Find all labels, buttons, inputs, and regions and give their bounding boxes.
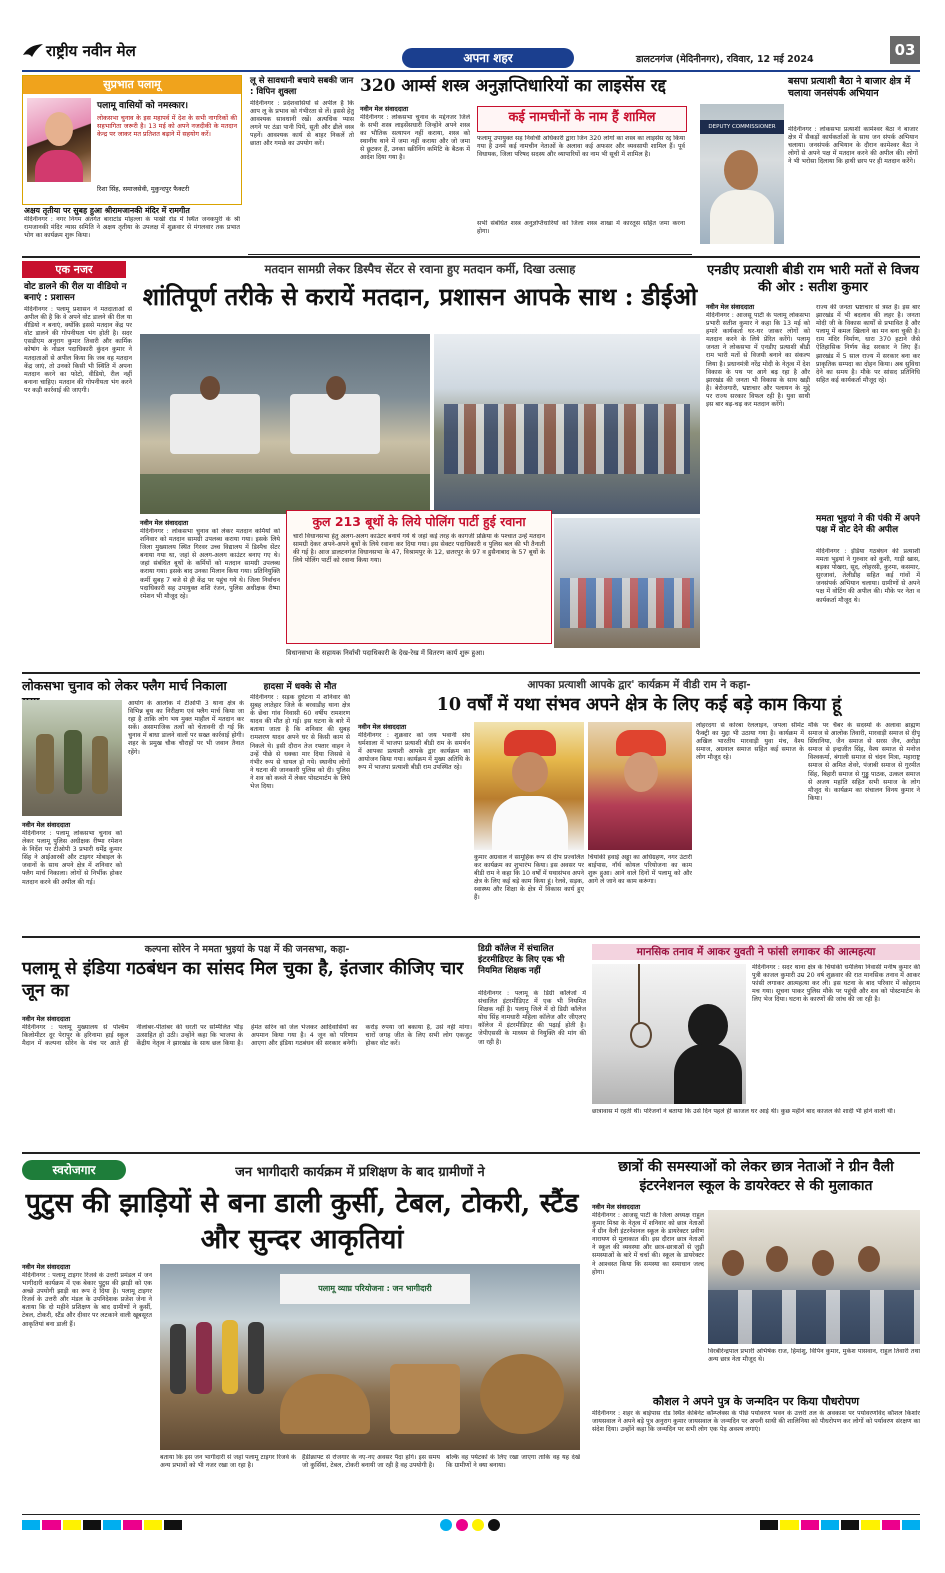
ek-najar-headline: वोट डालने की रील या वीडियो न बनाएं : प्रशासन [24, 282, 127, 303]
dispatch-subhead: कुल 213 बूथों के लिये पोलिंग पार्टी हुई रवाना [312, 514, 526, 529]
degree-body: मेदिनीनगर : पलामू के डिग्री कॉलेजों में संचालित इंटरमीडिएट में एक भी नियमित शिक्षक नहीं है। पलामू जिले में दो डिग्री कॉलेज योध सिंह नामधारी महिला कॉलेज और जीएलए कॉलेज में इंटरमीडिएट की पढ़ाई होती है। जेपीएससी के माध्यम से नियुक्ति की मांग की जा रही है। [478, 990, 586, 1046]
suprabhat-body: लोकसभा चुनाव के इस महापर्व में देश के सभी नागरिकों की सहभागिता जरूरी है। 13 मई को अपने नजदीकी के मतदान केन्द्र पर जाकर मत प्रतिशत बढ़ाने में सहयोग करें। [97, 114, 237, 139]
tension-body: मेदिनीनगर : सदर थाना क्षेत्र के चियांकी धर्मलिया निवासी मनीष कुमार की पुत्री काजल कुमारी उम्र 20 वर्ष शुक्रवार की रात मानसिक तनाव में आकर फांसी लगाकर आत्महत्या कर ली। इस घटना के बाद परिवार में कोहराम मच गया। सूचना पाकर पुलिस मौके पर पहुंची और शव को पोस्टमार्टम के लिए भेज दिया। घटना के कारणों की जांच की जा रही है। [752, 964, 920, 1004]
bdram-body-5: मौके पर चैंबर के सदस्यों के अलावा ब्राह्मण समाज से आलोक तिवारी, मारवाड़ी समाज से दीपू सिंघानिया, जैन समाज से सरस जैन, अरोड़ा समाज से इन्द्रजीत सिंह, वैश्य समाज से मनोज विश्वकर्मा, बंगाली समाज से चंदन मित्रा, महाराष्ट्र समाज से अमित शेवरे, पंजाबी समाज से गुरमीत सिंह, बिहारी समाज से गुड्डु पाठक, उत्कल समाज से अजय महांति सहित सभी समाज के लोग मौजूद थे। कार्यक्रम का संचालन विनय कुमार ने किया। [808, 722, 920, 802]
suprabhat-box [22, 75, 242, 205]
arms-headline: 320 आर्म्स शस्त्र अनुज्ञप्तिधारियों का लाइसेंस रद्द [360, 76, 666, 96]
dispatch-photo-counter [554, 518, 700, 648]
green-byline: नवीन मेल संवाददाता [592, 1203, 641, 1211]
arms-subhead: कई नामचीनों के नाम हैं शामिल [477, 106, 687, 132]
bird-icon [22, 43, 44, 59]
india-byline: नवीन मेल संवाददाता [22, 1015, 71, 1023]
photo-signboard: DEPUTY COMMISSIONER [700, 120, 784, 134]
swarojgar-caption-3: बल्कि वह पर्यटकों के लिए रखा जाएगा ताकि वह यह देखें कि ग्रामीणों ने क्या बनाया। [446, 1454, 580, 1470]
bdram-body-2: कुमार अग्रवाल ने सामूहिक रूप से दीप प्रज्वलित कर कार्यक्रम का शुभारंभ किया। इस अवसर पर बीडी राम ने कहा कि 10 वर्षों में यथासंभव अपने क्षेत्र के लिए कई बड़े काम किया हूं। रेलवे, सड़क, स्वास्थ्य और शिक्षा के क्षेत्र में विकास कार्य हुए हैं। [474, 854, 584, 902]
registration-marks-left [22, 1520, 182, 1530]
swarojgar-label: स्वरोजगार [22, 1160, 126, 1180]
swarojgar-caption-1: बताया कि इस जन भागीदारी से जहां पलामू टाइगर रिजर्व के अन्य प्रभावों को भी नजर रखा जा रहा है। [160, 1454, 296, 1470]
bdram-headline: 10 वर्षों में यथा संभव अपने क्षेत्र के लिए कई बड़े काम किया हूं [436, 695, 842, 715]
bdram-photo-speaker [474, 722, 584, 850]
arms-body-right: फलामू उपायुक्त सह निर्वाची अधिकारी द्वारा जिन 320 लोगों का शस्त्र का लाइसेंस रद्द किया गया है उनमें कई नामचीन नेताओं के अलावा कई अफसर और व्यवसायी शामिल हैं। पूर्व विधायक, जिला परिषद सदस्य और व्यापारियों का नाम भी सूची में शामिल है। [477, 135, 685, 159]
bottom-rule [22, 1514, 920, 1515]
dispatch-photo-officials [140, 334, 430, 514]
dispatch-body: मेदिनीनगर : लोकसभा चुनाव को लेकर मतदान कर्मियों को शनिवार को मतदान सामग्री उपलब्ध कराया गया। इसके लिये जिला मुख्यालय स्थित गिरवर उच्च विद्यालय में डिस्पैच सेंटर बनाया गया था, जहां से अलग-अलग काउंटर बनाए गए थे। जहां संबंधित बूथों के कर्मियों को मतदान सामग्री उपलब्ध कराया गया। इसके बाद उनका मिलान किया गया। प्रतिनियुक्ति कर्मी सुबह 7 बजे से ही केंद्र पर पहुंच गये थे। जिला निर्वाचन पदाधिकारी सह उपायुक्त शशि रंजन, पुलिस अधीक्षक रीष्मा रमेशन भी मौजूद रहे। [140, 528, 280, 600]
swarojgar-body: मेदिनीनगर : पलामू टाइगर रिजर्व के उत्तरी प्रमंडल में जन भागीदारी कार्यक्रम में एक बेकार पुटुस की झाड़ी को एक अच्छे उपयोगी झाड़ी का रूप दे दिया है। पलामू टाइगर रिजर्व के उत्तरी और मंडल के उपनिदेशक प्रजेश जेना ने बताया कि दो महीने प्रशिक्षण के बाद ग्रामीणों ने कुर्सी, टेबल, टोकरी, स्टैंड और दीवार पर लटकाने वाली खूबसूरत आकृतियां बना डाली हैं। [22, 1272, 152, 1328]
dispatch-photo-crowd [434, 334, 700, 514]
suprabhat-heading: सुप्रभात पलामू [23, 76, 241, 94]
suprabhat-name: रिशा सिंह, समाजसेवी, मुकुन्दपुर फैक्टरी [97, 185, 190, 193]
nda-byline: नवीन मेल संवाददाता [706, 303, 755, 311]
registration-dots [440, 1519, 510, 1531]
mamta-headline: ममता भुइयां ने की पंकी में अपने पक्ष में वोट देने की अपील [816, 514, 920, 535]
flag-headline: लोकसभा चुनाव को लेकर फ्लैग मार्च निकाला [22, 678, 227, 693]
newspaper-logo [22, 38, 182, 64]
bdram-photo-woman [588, 722, 692, 850]
bdram-body-4: लोहरदगा से कोरबा रेललाइन, जपला सीमेंट फैक्ट्री का मुद्दा भी उठाया गया है। कार्यक्रम में अखिल भारतीय मारवाड़ी युवा मंच, वैश्य समाज, अग्रवाल समाज सहित कई समाज के लोग मौजूद रहे। [696, 722, 804, 762]
dispatch-byline: नवीन मेल संवाददाता [140, 519, 189, 527]
hadsa-headline: हादसा में धक्के से मौत [263, 682, 337, 692]
arms-body-left: मेदिनीनगर : लोकसभा चुनाव के मद्देनजर जिले के सभी शस्त्र लाइसेंसधारी जिन्होंने अपने शस्त्र का भौतिक सत्यापन नहीं कराया, शस्त्र को स्थानीय थाने में जमा नहीं कराया और जो जमा से छूटकर हैं, उनका स्क्रीनिंग कमिटि के बैठक में आदेश दिया गया है। [360, 114, 470, 162]
arms-caption: सभी संबंधित शस्त्र अनुज्ञप्तिधारियों को जिला शस्त्र शाखा में कारतूस सहित जमा करना होगा। [477, 220, 685, 236]
bdram-byline: नवीन मेल संवाददाता [358, 723, 407, 731]
masthead-rule [22, 70, 920, 72]
ek-najar-body: मेदिनीनगर : पलामू प्रशासन ने मतदाताओं से अपील की है कि वे अपने वोट डालने की रील या वीडियो न बनाएं, क्योंकि इससे मतदान केंद्र पर वोट डालने की गोपनीयता भंग होती है। सदर एसडीएम अनुराग कुमार तिवारी और कार्मिक कोषांग के नोडल पदाधिकारी कुंदन कुमार ने मतदाताओं से अपील किया कि जब वह मतदान केंद्र जाएं, तो उनको किसी भी स्थिति में अपना मतदान करने का फोटो, वीडियो, रील नहीं बनाना चाहिए। मतदान की गोपनीयता भंग करने पर कड़ी कार्रवाई की जाएगी। [24, 306, 132, 394]
green-photo [708, 1210, 920, 1344]
india-kicker: कल्पना सोरेन ने ममता भुइयां के पक्ष में की जनसभा, कहा- [144, 944, 350, 955]
registration-marks-right [760, 1520, 920, 1530]
arms-byline: नवीन मेल संवाददाता [360, 105, 409, 113]
mid-divider-2 [22, 936, 920, 938]
swarojgar-byline: नवीन मेल संवाददाता [22, 1263, 71, 1271]
basapa-headline: बसपा प्रत्याशी बैठा ने बाजार क्षेत्र में चलाया जनसंपर्क अभियान [788, 76, 911, 99]
swarojgar-kicker: जन भागीदारी कार्यक्रम में प्रशिक्षण के बाद ग्रामीणों ने [235, 1165, 485, 1180]
india-body: मेदिनीनगर : पलामू मुख्यालय से पश्चिम किलोमीटर दूर पेरापुर के हरिनामा हाई स्कूल मैदान में कल्पना सोरेन के मंच पर आते ही नीलांबर-पीतांबर की धरती पर सम्मिलित भीड़ उत्साहित हो उठी। उन्होंने कहा कि भाजपा के केंद्रीय नेतृत्व ने झारखंड के साथ छल किया है। हेमंत सोरेन को जेल भेजकर आदिवासियों का अपमान किया गया है। 4 जून को परिणाम आएगा और इंडिया गठबंधन की सरकार बनेगी। करोड़ रुपया जो बकाया है, उसे नहीं मांगा। चारों जगह जीत के लिए सभी लोग एकजुट होकर वोट करें। [22, 1024, 472, 1048]
dispatch-caption: विधानसभा के सहायक निर्वाची पदाधिकारी के देख-रेख में वितरण कार्य शुरू हुआ। [286, 649, 485, 657]
green-headline: छात्रों की समस्याओं को लेकर छात्र नेताओं ने ग्रीन वैली इंटरनेशनल स्कूल के डायरेक्टर से की मुलाकात [618, 1159, 894, 1194]
mid-divider-3 [22, 1152, 920, 1154]
bdram-body-3: चियांकी हवाई अड्डा का अधिग्रहण, नगर उंटारी बाईपास, नॉर्थ कोयल परियोजना का काम शुरू हुआ। आने वाले दिनों में पलामू को और आगे ले जाने का काम करूंगा। [588, 854, 692, 886]
lu-body: मेदिनीनगर : प्रदेशवासियों से अपील है कि आप लू के प्रभाव को गंभीरता से लें। इससे हेतु आवश्यक सावधानी रखें। अत्यधिक प्यास लगने पर ठंडा पानी पियें, सूती और ढीले वस्त्र पहनें। आवश्यक कार्य से बाहर निकलें तो छाता और गमछे का उपयोग करें। [250, 100, 354, 148]
tension-body-2: छात्रावास में रहती थी। परिजनों ने बताया कि उसे दिन पहले ही काजल घर आई थी। कुछ महीने बाद काजल की शादी भी होने वाली थी। [592, 1108, 896, 1115]
dispatch-box [286, 510, 552, 644]
tension-photo [592, 964, 746, 1104]
dispatch-kicker: मतदान सामग्री लेकर डिस्पैच सेंटर से रवाना हुए मतदान कर्मी, दिखा उत्साह [264, 262, 576, 276]
flag-body: मेदिनीनगर : पलामू लोकसभा चुनाव को लेकर पलामू पुलिस अधीक्षक रीष्मा रमेशन के निर्देश पर टीओपी 3 प्रभारी धर्मेंद्र कुमार सिंह ने आईआरबी और टाइगर मोबाइल के जवानों के साथ अपने क्षेत्र में शनिवार को फ्लैग मार्च निकाला। लोगों से निर्भीक होकर मतदान करने की अपील की गई। [22, 830, 122, 886]
dispatch-headline: शांतिपूर्ण तरीके से करायें मतदान, प्रशासन आपके साथ : डीईओ [142, 282, 698, 311]
shri-ram-headline: अक्षय तृतीया पर सुबह हुआ श्रीरामजानकी मंदिर में रामगीत [24, 206, 190, 215]
tension-headline: मानसिक तनाव में आकर युवती ने फांसी लगाकर की आत्महत्या [592, 944, 920, 960]
section-name: अपना शहर [402, 48, 574, 68]
mamta-body: मेदिनीनगर : इंडिया गठबंधन की प्रत्याशी ममता भुइयां ने गुरुवार को कुशी, गाड़ी खास, बड़का पोखरा, सूद, लोहरसी, कुरमा, कसमार, सुरजावां, तेलीडीह सहित कई गांवों में जनसंपर्क अभियान चलाया। ग्रामीणों से अपने पक्ष में वोटिंग की अपील की। मौके पर नेता व कार्यकर्ता मौजूद थे। [816, 548, 920, 604]
training-banner: पलामू व्याघ्र परियोजना : जन भागीदारी [280, 1274, 470, 1304]
lu-headline: लू से सावधानी बचाये सबकी जान : विपिन शुक्ला [250, 76, 354, 97]
india-headline: पलामू से इंडिया गठबंधन का सांसद मिल चुका है, इंतजार कीजिए चार जून का [22, 959, 464, 1001]
nda-body-col2: राज्य की जनता भ्रष्टाचार से त्रस्त है। इस बार झारखंड में भी बदलाव की लहर है। जनता मोदी जी के विकास कार्यों से प्रभावित है और पलामू में कमल खिलाने का मन बना चुकी है। राम मंदिर निर्माण, धारा 370 हटाने जैसे ऐतिहासिक निर्णय केंद्र सरकार ने लिए हैं। झारखंड में 5 साल राज्य में सरकार बना कर प्राकृतिक सम्पदा का दोहन किया। अब सुविधा देने का समय है। मौके पर सांसद प्रतिनिधि सहित कई कार्यकर्ता मौजूद रहे। [816, 304, 920, 384]
flag-photo [22, 700, 122, 816]
dateline: डालटनगंज (मेदिनीनगर), रविवार, 12 मई 2024 [636, 54, 814, 65]
degree-headline: डिग्री कॉलेज में संचालित इंटरमीडिएट के लिए एक भी नियमित शिक्षक नहीं [478, 944, 565, 976]
shri-ram-body: मेदिनीनगर : नगर निगम अंतर्गत बाराटांड मोहल्ला के पाखी रोड में स्थित जनकपुरी के श्री रामजानकी मंदिर न्यास समिति ने अक्षय तृतीया के उपलक्ष में शुक्रवार से मंगलवार तक प्रभात भोग का कार्यक्रम शुरू किया। [24, 216, 240, 240]
nda-headline: एनडीए प्रत्याशी बीडी राम भारी मतों से विजय की ओर : सतीश कुमार [707, 263, 919, 295]
hadsa-body: मेदिनीनगर : सड़क दुर्घटना में शनिवार की सुबह लातेहार जिले के बरवाडीह थाना क्षेत्र के छेंचा गांव निवासी 60 वर्षीय रामशरण यादव की मौत हो गई। इस घटना के बारे में बताया जाता है कि शनिवार की सुबह रामशरण यादव अपने घर से किसी काम से निकले थे। इसी दौरान तेज रफ्तार वाहन ने उन्हें पीछे से धक्का मार दिया जिससे वे गंभीर रूप से घायल हो गये। स्थानीय लोगों ने घटना की जानकारी पुलिस को दी। पुलिस ने शव को कब्जे में लेकर पोस्टमार्टम के लिये भेज दिया। [250, 694, 350, 791]
dispatch-box-body: चारों विधानसभा हेतु अलग-अलग काउंटर बनाये गये थे जहां कई तरह के कागजी प्रक्रिया के पश्चात उन्हें मतदान सामग्री देकर अपने-अपने बूथों के लिये रवाना कर दिया गया। इस सेक्टर पदाधिकारी व पुलिस बल की भी तैनाती की गई है। आज डालटनगंज विधानसभा के 47, विश्रामपुर के 12, छतरपुर के 97 व हुसैनाबाद के 57 बूथों के लिये पोलिंग पार्टी को रवाना किया गया। [293, 533, 545, 565]
swarojgar-caption-2: हैंडीक्राफ्ट से रोजगार के नए-नए अवसर पैदा होंगे। इस समय जो कुर्सियां, टेबल, टोकरी बनायी जा रही है वह उपयोगी है। [302, 1454, 440, 1470]
swarojgar-photo [160, 1264, 580, 1450]
green-caption: विरबीरेन्द्रपाल प्रभारी अभिषेक राज, हिमांशु, विपिन कुमार, मुकेश पासवान, राहुल तिवारी तथा अन्य छात्र नेता मौजूद थे। [708, 1348, 920, 1364]
ek-najar-label: एक नजर [22, 261, 126, 278]
kaushal-body: मेदिनीनगर : शहर के बाईपास रोड स्थित केबिनेट कॉम्प्लेक्स के पीछे पर्यावरण भवन के उत्तरी तल के अवकाश पर पर्यावरणविद कौशल किशोर जायसवाल ने अपने बड़े पुत्र अनुराग कुमार जायसवाल के जन्मदिन पर अपनी साथी की शालिनिया को पौधरोपण कर लोगों को पर्यावरण संरक्षण का संदेश दिया। उन्होंने कहा कि जन्मदिन पर सभी लोग एक पेड़ अवश्य लगाएं। [592, 1410, 920, 1434]
swarojgar-headline: पुटुस की झाड़ियों से बना डाली कुर्सी, टेबल, टोकरी, स्टैंड और सुन्दर आकृतियां [25, 1188, 579, 1255]
arms-rule [248, 254, 692, 255]
masthead [22, 34, 922, 70]
bdram-kicker: आपका प्रत्याशी आपके द्वार' कार्यक्रम में वीडी राम ने कहा- [527, 679, 751, 691]
portrait-photo [27, 98, 91, 182]
basapa-photo [700, 104, 784, 244]
paper-name: राष्ट्रीय नवीन मेल [46, 42, 136, 60]
green-body: मेदिनीनगर : आजसू पार्टी के जिला अध्यक्ष राहुल कुमार मिश्रा के नेतृत्व में शनिवार को छात्र नेताओं ने ग्रीन वैली इंटरनेशनल स्कूल के डायरेक्टर प्रवीण नारायण से मुलाकात की। इस दौरान छात्र नेताओं ने स्कूल की व्यवस्था और छात्र-छात्राओं से जुड़ी समस्याओं के बारे में चर्चा की। स्कूल के डायरेक्टर ने आश्वस्त किया कि समस्या का समाधान जल्द होगा। [592, 1212, 704, 1276]
mid-divider-1 [22, 672, 920, 674]
bdram-body-1: मेदिनीनगर : शुक्रवार को जय भवानी संघ धर्मशाला में भाजपा प्रत्याशी बीडी राम के समर्थन में आपका प्रत्याशी आपके द्वार कार्यक्रम का आयोजन किया गया। कार्यक्रम में मुख्य अतिथि के रूप में भाजपा प्रत्याशी बीडी राम उपस्थित रहे। [358, 732, 470, 772]
basapa-body: मेदिनीनगर : लोकसभा प्रत्याशी कामेश्वर बैठा ने बाजार क्षेत्र में सैकड़ों कार्यकर्ताओं के साथ जन संपर्क अभियान चलाया। जनसंपर्क अभियान के दौरान कामेश्वर बैठा ने लोगों से अपने पक्ष में मतदान करने की अपील की। लोगों ने भी भरोसा दिलाया कि हाथी छाप पर ही मतदान करेंगे। [788, 126, 918, 166]
top-divider [22, 256, 920, 258]
kaushal-headline: कौशल ने अपने पुत्र के जन्मदिन पर किया पौधरोपण [652, 1395, 860, 1408]
flag-byline: नवीन मेल संवाददाता [22, 821, 71, 829]
nda-body: मेदिनीनगर : आजसू पार्टी के पलामू लोकसभा प्रभारी सतीश कुमार ने कहा कि 13 मई को हमारे कार्यकर्ता घर-घर जाकर लोगों को मतदान करने के लिये प्रेरित करेंगे। पलामू जनता ने लोकसभा में एनडीए प्रत्याशी बीडी राम भारी मतों से विजयी बनाने का संकल्प लिया है। प्रधानमंत्री नरेंद्र मोदी के नेतृत्व में देश विकास के पथ पर आगे बढ़ रहा है और झारखंड की जनता भी विकास के साथ खड़ी है। बेरोजगारी, भ्रष्टाचार और पलायन के मुद्दे पर राज्य सरकार विफल रही है। युवा साथी इस बार बढ़-चढ़ कर मतदान करेंगे। [706, 312, 810, 409]
page-number: 03 [890, 36, 920, 64]
suprabhat-greeting: पलामू वासियों को नमस्कार। [97, 101, 189, 111]
flag-body-col2: आयोग के आलोक में टीओपी 3 थाना क्षेत्र के विभिन्न बूथ का निरीक्षण एवं फ्लैग मार्च किया जा रहा है ताकि लोग भय मुक्त माहौल में मतदान कर सकें। असामाजिक तत्वों को चेतावनी दी गई कि चुनाव में बाधा डालने वालों पर सख्त कार्रवाई होगी। शहर के प्रमुख चौक चौराहों पर भी जवान तैनात रहेंगे। [128, 700, 244, 756]
